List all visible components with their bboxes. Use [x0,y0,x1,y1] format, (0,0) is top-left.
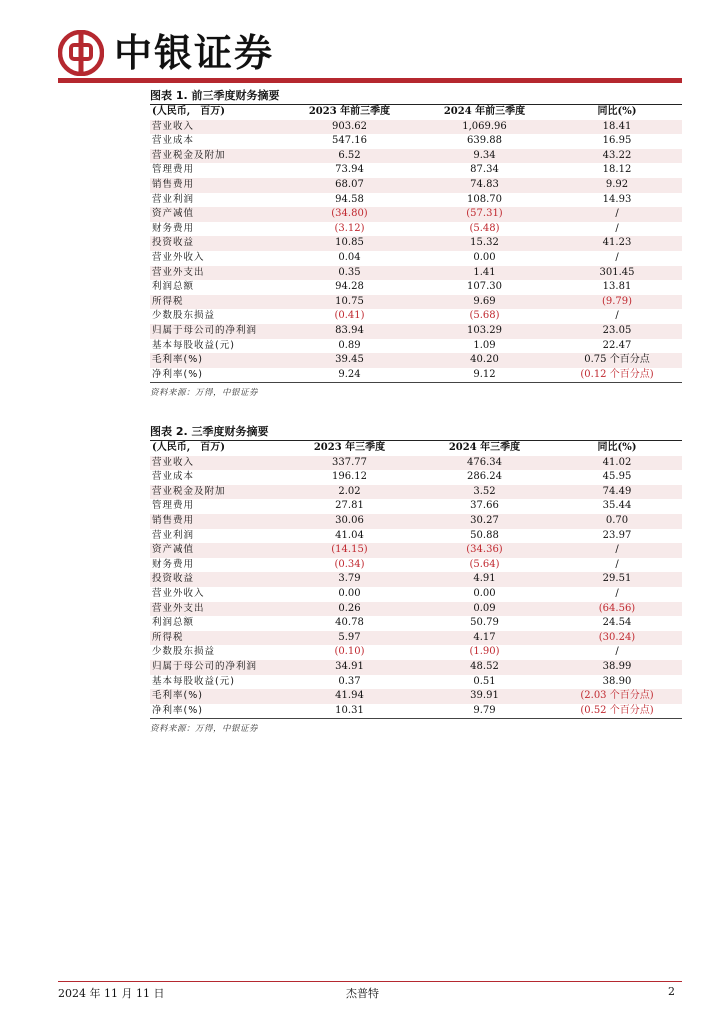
value-2023: 196.12 [332,471,367,483]
value-yoy: 24.54 [602,617,632,629]
value-yoy: 74.49 [552,485,682,500]
value-2023: 0.26 [282,602,417,617]
table2-source: 资料来源：万得，中银证券 [150,724,259,735]
table1-source: 资料来源：万得，中银证券 [150,388,259,399]
table1 [150,105,682,382]
table-row [150,134,682,149]
row-label: 毛利率(%) [150,353,282,368]
value-2024: 4.91 [417,572,552,587]
value-2023: 5.97 [282,631,417,646]
value-2024: 1,069.96 [417,120,552,135]
value-2023: 9.24 [338,368,361,380]
table2-header-row [150,441,682,456]
table-row [150,178,682,193]
footer-date: 2024 年 11 月 11 日 [58,987,165,1000]
value-2024: 0.00 [473,587,496,599]
table-row [150,660,682,675]
value-yoy: 0.75 个百分点 [552,353,682,368]
row-label: 基本每股收益(元) [152,675,235,687]
table1-col-unit: (人民币, 百万) [152,106,225,117]
value-2024: 0.00 [473,251,496,263]
table-row [150,324,682,339]
row-label: 资产减值 [150,207,282,222]
value-yoy: (64.56) [552,602,682,617]
table-row [150,368,682,383]
table-row [150,251,682,266]
value-2024: 9.34 [417,149,552,164]
table-row [150,689,682,704]
value-2024: 286.24 [467,471,502,483]
row-label: 营业外收入 [152,587,205,599]
table-row [150,645,682,660]
row-label: 资产减值 [150,543,282,558]
value-2023: 27.81 [335,500,364,512]
value-yoy: 43.22 [552,149,682,164]
value-yoy: / [615,222,619,234]
table-row [150,120,682,135]
value-2023: (0.34) [334,558,365,570]
table1-bottom-rule [150,382,682,383]
row-label: 少数股东损益 [152,646,216,658]
value-yoy: 14.93 [602,193,632,205]
row-label: 营业外收入 [152,251,205,263]
value-yoy: (30.24) [552,631,682,646]
row-label: 销售费用 [150,178,282,193]
row-label: 少数股东损益 [152,310,216,322]
table-row [150,193,682,208]
table1-body [150,120,682,383]
table1-section [150,88,682,398]
value-yoy: 41.23 [552,236,682,251]
table1-col-2024: 2024 年前三季度 [443,106,526,117]
table1-col-yoy: 同比(%) [597,106,637,117]
table1-header-row [150,105,682,120]
value-2023: (0.10) [334,646,365,658]
value-2023: 2.02 [282,485,417,500]
footer-divider [58,981,682,982]
value-2024: 639.88 [467,135,502,147]
row-label: 营业外支出 [150,266,282,281]
row-label: 管理费用 [152,500,195,512]
row-label: 所得税 [150,295,282,310]
value-2023: 0.89 [338,339,361,351]
value-2024: 50.79 [470,617,499,629]
row-label: 管理费用 [152,164,195,176]
value-2024: 4.17 [417,631,552,646]
value-2024: 1.09 [473,339,496,351]
value-yoy: 23.97 [602,529,632,541]
value-2024: 103.29 [417,324,552,339]
value-2023: 94.28 [335,281,364,293]
value-yoy: 29.51 [552,572,682,587]
row-label: 销售费用 [150,514,282,529]
table-row [150,675,682,690]
row-label: 营业成本 [152,135,195,147]
table-row [150,558,682,573]
value-2024: 0.09 [417,602,552,617]
value-2023: 41.04 [335,529,364,541]
value-2024: 40.20 [417,353,552,368]
value-yoy: 18.12 [602,164,632,176]
row-label: 营业税金及附加 [150,149,282,164]
row-label: 归属于母公司的净利润 [150,324,282,339]
value-yoy: 0.70 [552,514,682,529]
row-label: 营业收入 [150,120,282,135]
row-label: 利润总额 [152,281,195,293]
table1-title: 图表 1. 前三季度财务摘要 [150,89,280,102]
value-2023: 68.07 [282,178,417,193]
value-yoy: / [615,251,619,263]
value-2024: 9.12 [473,368,496,380]
value-2023: 40.78 [335,617,364,629]
value-yoy: / [552,207,682,222]
row-label: 投资收益 [150,572,282,587]
value-2023: 0.04 [338,251,361,263]
boc-logo-icon [58,30,104,76]
row-label: 营业利润 [152,193,195,205]
row-label: 营业税金及附加 [150,485,282,500]
table-row [150,529,682,544]
value-2023: 10.75 [282,295,417,310]
table-row [150,543,682,558]
row-label: 营业成本 [152,471,195,483]
value-2024: 48.52 [417,660,552,675]
value-2023: 10.85 [282,236,417,251]
value-2024: (5.48) [469,222,500,234]
table-row [150,631,682,646]
value-yoy: 23.05 [552,324,682,339]
value-yoy: 35.44 [602,500,632,512]
row-label: 利润总额 [152,617,195,629]
value-2024: 50.88 [470,529,499,541]
table-row [150,309,682,324]
value-yoy: / [615,310,619,322]
table-row [150,456,682,471]
value-2024: (34.36) [417,543,552,558]
value-2024: 30.27 [417,514,552,529]
table-row [150,602,682,617]
table-row [150,163,682,178]
row-label: 营业利润 [152,529,195,541]
table-row [150,149,682,164]
row-label: 营业外支出 [150,602,282,617]
value-yoy: 22.47 [602,339,632,351]
value-2023: 6.52 [282,149,417,164]
value-2023: 0.37 [338,675,361,687]
table-row [150,222,682,237]
value-2023: 0.35 [282,266,417,281]
value-yoy: / [552,543,682,558]
table-row [150,207,682,222]
value-2023: 34.91 [282,660,417,675]
page-header [58,28,682,80]
value-2023: 41.94 [282,689,417,704]
value-2024: (5.68) [469,310,500,322]
table2-body [150,456,682,719]
table2 [150,441,682,718]
row-label: 毛利率(%) [150,689,282,704]
value-2023: (0.41) [334,310,365,322]
row-label: 营业收入 [150,456,282,471]
value-2023: 0.00 [338,587,361,599]
table2-col-2024: 2024 年三季度 [448,442,521,453]
value-2023: (3.12) [334,222,365,234]
value-2024: 0.51 [473,675,496,687]
table-row [150,280,682,295]
value-yoy: (2.03 个百分点) [552,689,682,704]
value-yoy: 18.41 [552,120,682,135]
row-label: 财务费用 [152,558,195,570]
value-2023: 73.94 [335,164,364,176]
table-row [150,470,682,485]
footer-page-number: 2 [668,985,675,998]
table-row [150,295,682,310]
header-divider [58,78,682,83]
value-2024: 107.30 [467,281,502,293]
value-2024: 87.34 [470,164,499,176]
value-yoy: 38.99 [552,660,682,675]
table-row [150,616,682,631]
value-2023: 3.79 [282,572,417,587]
table2-section [150,424,682,734]
table-row [150,236,682,251]
value-2023: 10.31 [335,704,364,716]
value-2024: 15.32 [417,236,552,251]
value-2024: (5.64) [469,558,500,570]
value-yoy: (9.79) [552,295,682,310]
value-yoy: 45.95 [602,471,632,483]
table2-col-yoy: 同比(%) [597,442,637,453]
value-yoy: (0.52 个百分点) [580,704,654,716]
value-2024: 108.70 [467,193,502,205]
table-row [150,499,682,514]
value-2024: (1.90) [469,646,500,658]
value-2023: 94.58 [335,193,364,205]
table-row [150,485,682,500]
value-yoy: / [615,646,619,658]
value-2023: 903.62 [282,120,417,135]
value-2024: 39.91 [417,689,552,704]
value-2024: 9.79 [473,704,496,716]
row-label: 基本每股收益(元) [152,339,235,351]
value-2024: 74.83 [417,178,552,193]
value-2024: 37.66 [470,500,499,512]
table2-title: 图表 2. 三季度财务摘要 [150,425,269,438]
brand-name: 中银证券 [114,31,275,75]
value-2023: 83.94 [282,324,417,339]
table-row [150,266,682,281]
table1-col-2023: 2023 年前三季度 [308,106,391,117]
row-label: 所得税 [150,631,282,646]
value-2024: 3.52 [417,485,552,500]
footer-company: 杰普特 [346,987,379,1000]
value-2023: 39.45 [282,353,417,368]
value-yoy: 9.92 [552,178,682,193]
value-2023: (14.15) [282,543,417,558]
value-2024: 1.41 [417,266,552,281]
table-row [150,704,682,719]
value-2024: (57.31) [417,207,552,222]
table-row [150,587,682,602]
value-yoy: / [615,558,619,570]
value-2024: 476.34 [417,456,552,471]
row-label: 归属于母公司的净利润 [150,660,282,675]
value-yoy: 41.02 [552,456,682,471]
value-yoy: (0.12 个百分点) [580,368,654,380]
table2-col-2023: 2023 年三季度 [313,442,386,453]
value-yoy: / [615,587,619,599]
table2-bottom-rule [150,718,682,719]
value-yoy: 301.45 [552,266,682,281]
value-yoy: 16.95 [602,135,632,147]
table-row [150,572,682,587]
row-label: 净利率(%) [152,368,203,380]
row-label: 投资收益 [150,236,282,251]
row-label: 财务费用 [152,222,195,234]
value-2023: 30.06 [282,514,417,529]
value-yoy: 38.90 [602,675,632,687]
table-row [150,339,682,354]
value-2024: 9.69 [417,295,552,310]
value-2023: 547.16 [332,135,367,147]
value-2023: 337.77 [282,456,417,471]
row-label: 净利率(%) [152,704,203,716]
value-yoy: 13.81 [602,281,632,293]
table-row [150,353,682,368]
value-2023: (34.80) [282,207,417,222]
table-row [150,514,682,529]
table2-col-unit: (人民币, 百万) [152,442,225,453]
